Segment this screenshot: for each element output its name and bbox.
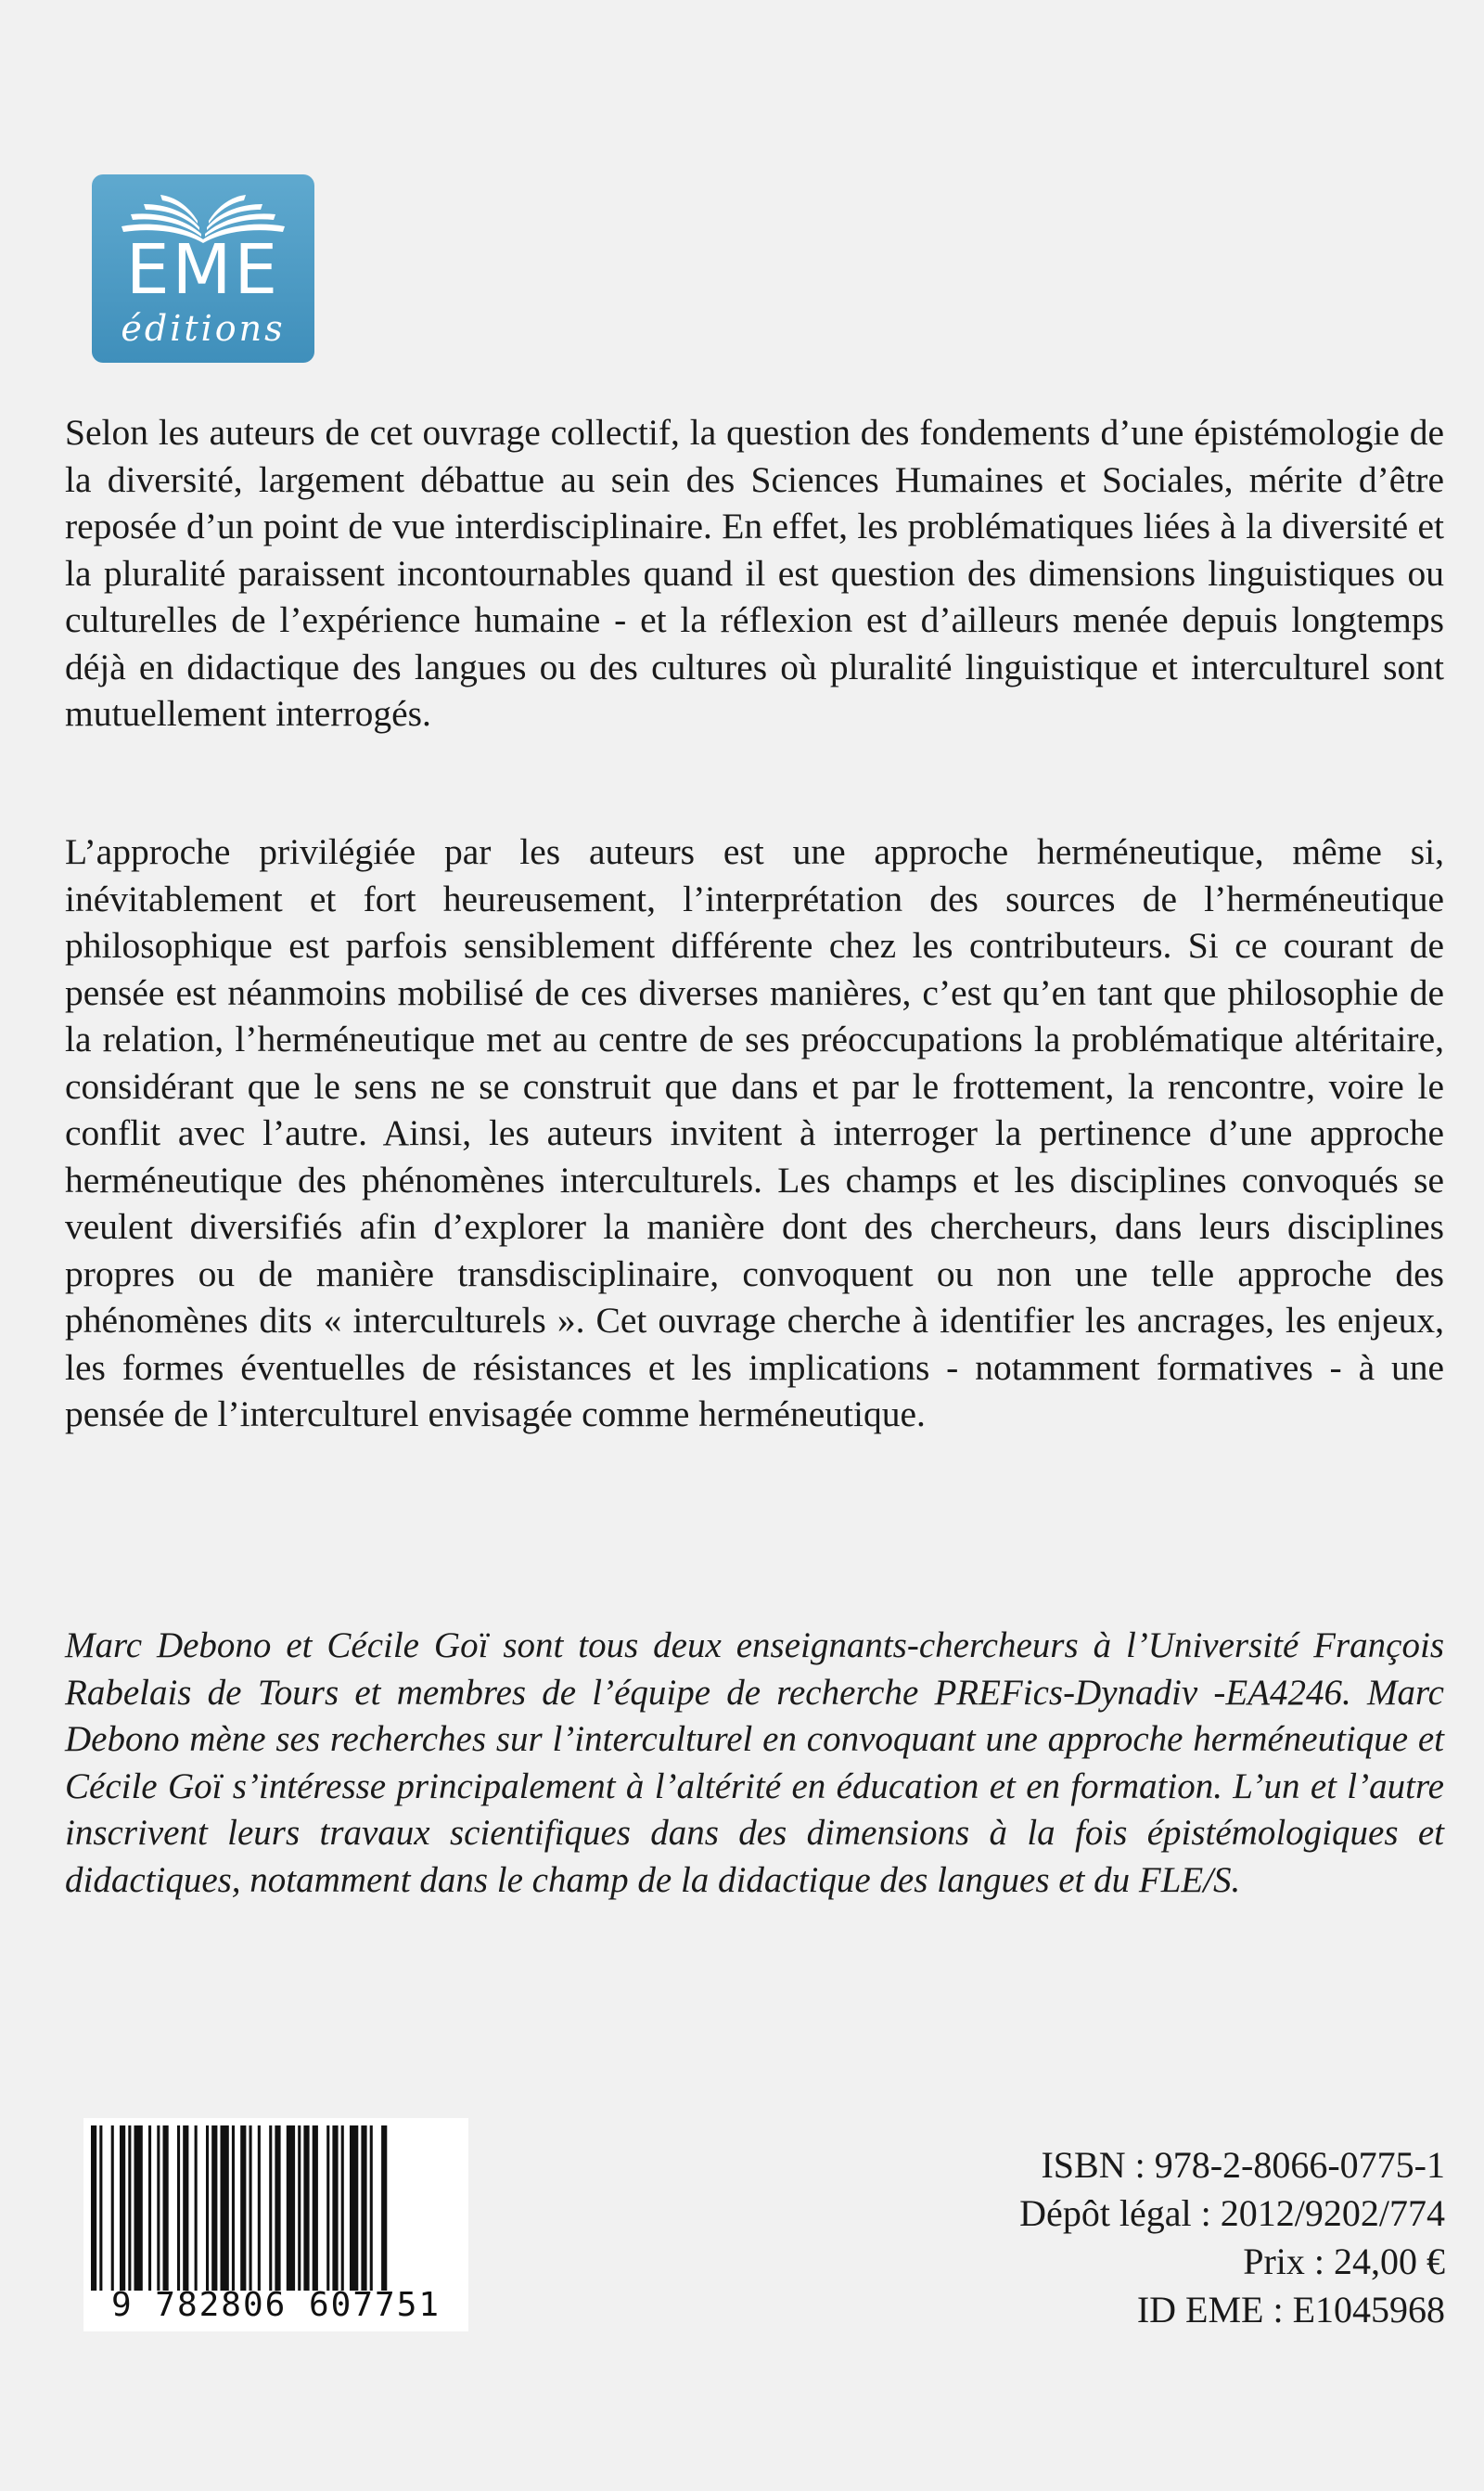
- barcode-bars: [91, 2125, 462, 2291]
- barcode-bar: [298, 2125, 301, 2291]
- barcode-bar: [381, 2125, 387, 2291]
- barcode-bar: [120, 2125, 125, 2291]
- barcode-bar: [99, 2125, 102, 2291]
- legal-deposit: Dépôt légal : 2012/9202/774: [1019, 2192, 1445, 2234]
- barcode-bar: [157, 2125, 160, 2291]
- barcode: [83, 2118, 468, 2331]
- barcode-bar: [232, 2125, 235, 2291]
- barcode-bar: [183, 2125, 188, 2291]
- logo-subtext: éditions: [121, 308, 286, 349]
- barcode-bar: [326, 2125, 329, 2291]
- barcode-bar: [370, 2125, 373, 2291]
- barcode-bar: [148, 2125, 151, 2291]
- barcode-bar: [206, 2125, 209, 2291]
- barcode-bar: [269, 2125, 272, 2291]
- eme-id: ID EME : E1045968: [1136, 2289, 1445, 2330]
- barcode-bar: [134, 2125, 143, 2291]
- publisher-logo: [92, 174, 314, 363]
- isbn: ISBN : 978-2-8066-0775-1: [1041, 2144, 1445, 2186]
- logo-text: EME: [125, 230, 281, 310]
- barcode-bar: [240, 2125, 246, 2291]
- barcode-bar: [332, 2125, 338, 2291]
- barcode-bar: [303, 2125, 309, 2291]
- barcode-bar: [350, 2125, 358, 2291]
- barcode-bar: [341, 2125, 344, 2291]
- barcode-bar: [287, 2125, 295, 2291]
- barcode-bar: [361, 2125, 366, 2291]
- barcode-bar: [163, 2125, 169, 2291]
- summary-paragraph-2: L’approche privilégiée par les auteurs est une approche herméneutique, même si, inévitablement et fort heureusement, l’interprétation des sources de l’herméneutique philosophique est parfois sensiblement différente chez les contributeurs. Si ce courant de pensée est néanmoins mobilisé de ces diverses manières, c’est qu’en tant que philosophie de la relation, l’herméneutique met au centre de ses préoccupations la problématique altéritaire, considérant que le sens ne se construit que dans et par le frottement, la rencontre, voire le conflit avec l’autre. Ainsi, les auteurs invitent à interroger la pertinence d’une approche herméneutique des phénomènes interculturels. Les champs et les disciplines convoqués se veulent diversifiés afin d’explorer la manière dont des chercheurs, dans leurs disciplines propres ou de manière transdisciplinaire, convoquent ou non une telle approche des phénomènes dits « interculturels ». Cet ouvrage cherche à identifier les ancrages, les enjeux, les formes éventuelles de résistances et les implications - notamment formatives - à une pensée de l’interculturel envisagée comme herméneutique.: [65, 831, 1444, 1434]
- barcode-bar: [258, 2125, 261, 2291]
- price: Prix : 24,00 €: [1243, 2241, 1445, 2282]
- barcode-digits: 9 782806 607751: [110, 2286, 441, 2324]
- barcode-bar: [111, 2125, 114, 2291]
- barcode-bar: [211, 2125, 217, 2291]
- barcode-bar: [195, 2125, 198, 2291]
- barcode-bar: [313, 2125, 318, 2291]
- barcode-bar: [128, 2125, 131, 2291]
- barcode-bar: [177, 2125, 180, 2291]
- summary-paragraph-1: Selon les auteurs de cet ouvrage collectif, la question des fondements d’une épistémologie de la diversité, largement débattue au sein des Sciences Humaines et Sociales, mérite d’être reposée d’un point de vue interdisciplinaire. En effet, les problématiques liées à la diversité et la pluralité paraissent incontournables quand il est question des dimensions linguistiques ou culturelles de l’expérience humaine - et la réflexion est d’ailleurs menée depuis longtemps déjà en didactique des langues ou des cultures où pluralité linguistique et interculturel sont mutuellement interrogés.: [65, 412, 1444, 734]
- barcode-bar: [249, 2125, 252, 2291]
- barcode-bar: [275, 2125, 280, 2291]
- authors-paragraph: Marc Debono et Cécile Goï sont tous deux enseignants-chercheurs à l’Université François Rabelais de Tours et membres de l’équipe de recherche PREFics-Dynadiv -EA4246. Marc Debono mène ses recherches sur l’interculturel en convoquant une approche herméneutique et Cécile Goï s’intéresse principalement à l’altérité en éducation et en formation. L’un et l’autre inscrivent leurs travaux scientifiques dans des dimensions à la fois épistémologiques et didactiques, notamment dans le champ de la didactique des langues et du FLE/S.: [65, 1625, 1444, 1900]
- barcode-bar: [91, 2125, 96, 2291]
- book-info: [1019, 2141, 1445, 2334]
- barcode-bar: [221, 2125, 229, 2291]
